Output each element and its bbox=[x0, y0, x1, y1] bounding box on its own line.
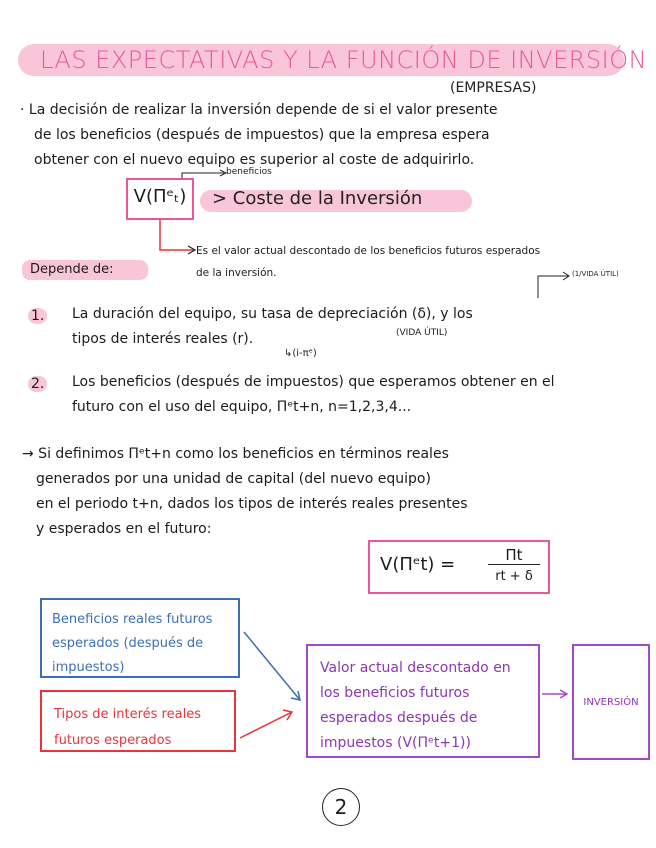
formula2-denominator: rt + δ bbox=[495, 569, 533, 584]
def-line-4: y esperados en el futuro: bbox=[36, 521, 212, 537]
formula1-rhs: > Coste de la Inversión bbox=[212, 188, 423, 209]
vida-util-label: (VIDA ÚTIL) bbox=[396, 328, 448, 338]
def-line-2: generados por una unidad de capital (del nuevo equipo) bbox=[36, 471, 431, 487]
def-line-1: → Si definimos Πᵉt+n como los beneficios en términos reales bbox=[22, 446, 449, 462]
formula1-lhs: V(Πᵉₜ) bbox=[126, 178, 194, 220]
benefits-annotation: beneficios bbox=[226, 167, 272, 177]
formula2-lhs: V(Πᵉt) = bbox=[380, 554, 456, 575]
box-present-value: Valor actual descontado en los beneficios futuros esperados después de impuestos (V(Πᵉt+1)) bbox=[306, 644, 540, 758]
intro-line-2: de los beneficios (después de impuestos) que la empresa espera bbox=[34, 127, 490, 143]
item1-line-1: La duración del equipo, su tasa de depreciación (δ), y los bbox=[72, 306, 473, 322]
intro-line-3: obtener con el nuevo equipo es superior al coste de adquirirlo. bbox=[34, 152, 475, 168]
page-title: LAS EXPECTATIVAS Y LA FUNCIÓN DE INVERSIÓN bbox=[40, 46, 648, 74]
item2-number: 2. bbox=[28, 376, 47, 392]
vida-annotation: (1/VIDA ÚTIL) bbox=[572, 270, 619, 278]
depende-label: Depende de: bbox=[22, 260, 148, 280]
box-expected-rates: Tipos de interés reales futuros esperados bbox=[40, 690, 236, 752]
item2-line-2: futuro con el uso del equipo, Πᵉt+n, n=1,2,3,4... bbox=[72, 399, 412, 415]
blue-arrow-icon bbox=[244, 632, 300, 700]
page-number: 2 bbox=[322, 788, 360, 826]
item2-line-1: Los beneficios (después de impuestos) que esperamos obtener en el bbox=[72, 374, 555, 390]
note-line-1: Es el valor actual descontado de los beneficios futuros esperados bbox=[196, 245, 541, 257]
box-investment: INVERSIÓN bbox=[572, 644, 650, 760]
page-subtitle: (EMPRESAS) bbox=[450, 80, 537, 96]
note-line-2: de la inversión. bbox=[196, 267, 277, 279]
box-expected-profits: Beneficios reales futuros esperados (después de impuestos) bbox=[40, 598, 240, 678]
formula2-numerator: Πt bbox=[488, 546, 540, 565]
def-line-3: en el periodo t+n, dados los tipos de interés reales presentes bbox=[36, 496, 468, 512]
item1-number: 1. bbox=[28, 308, 47, 324]
item1-subnote: ↳(i-πᵉ) bbox=[284, 348, 317, 359]
red-arrow-icon bbox=[240, 712, 292, 738]
item1-line-2: tipos de interés reales (r). bbox=[72, 331, 254, 347]
intro-line-1: · La decisión de realizar la inversión depende de si el valor presente bbox=[20, 102, 498, 118]
